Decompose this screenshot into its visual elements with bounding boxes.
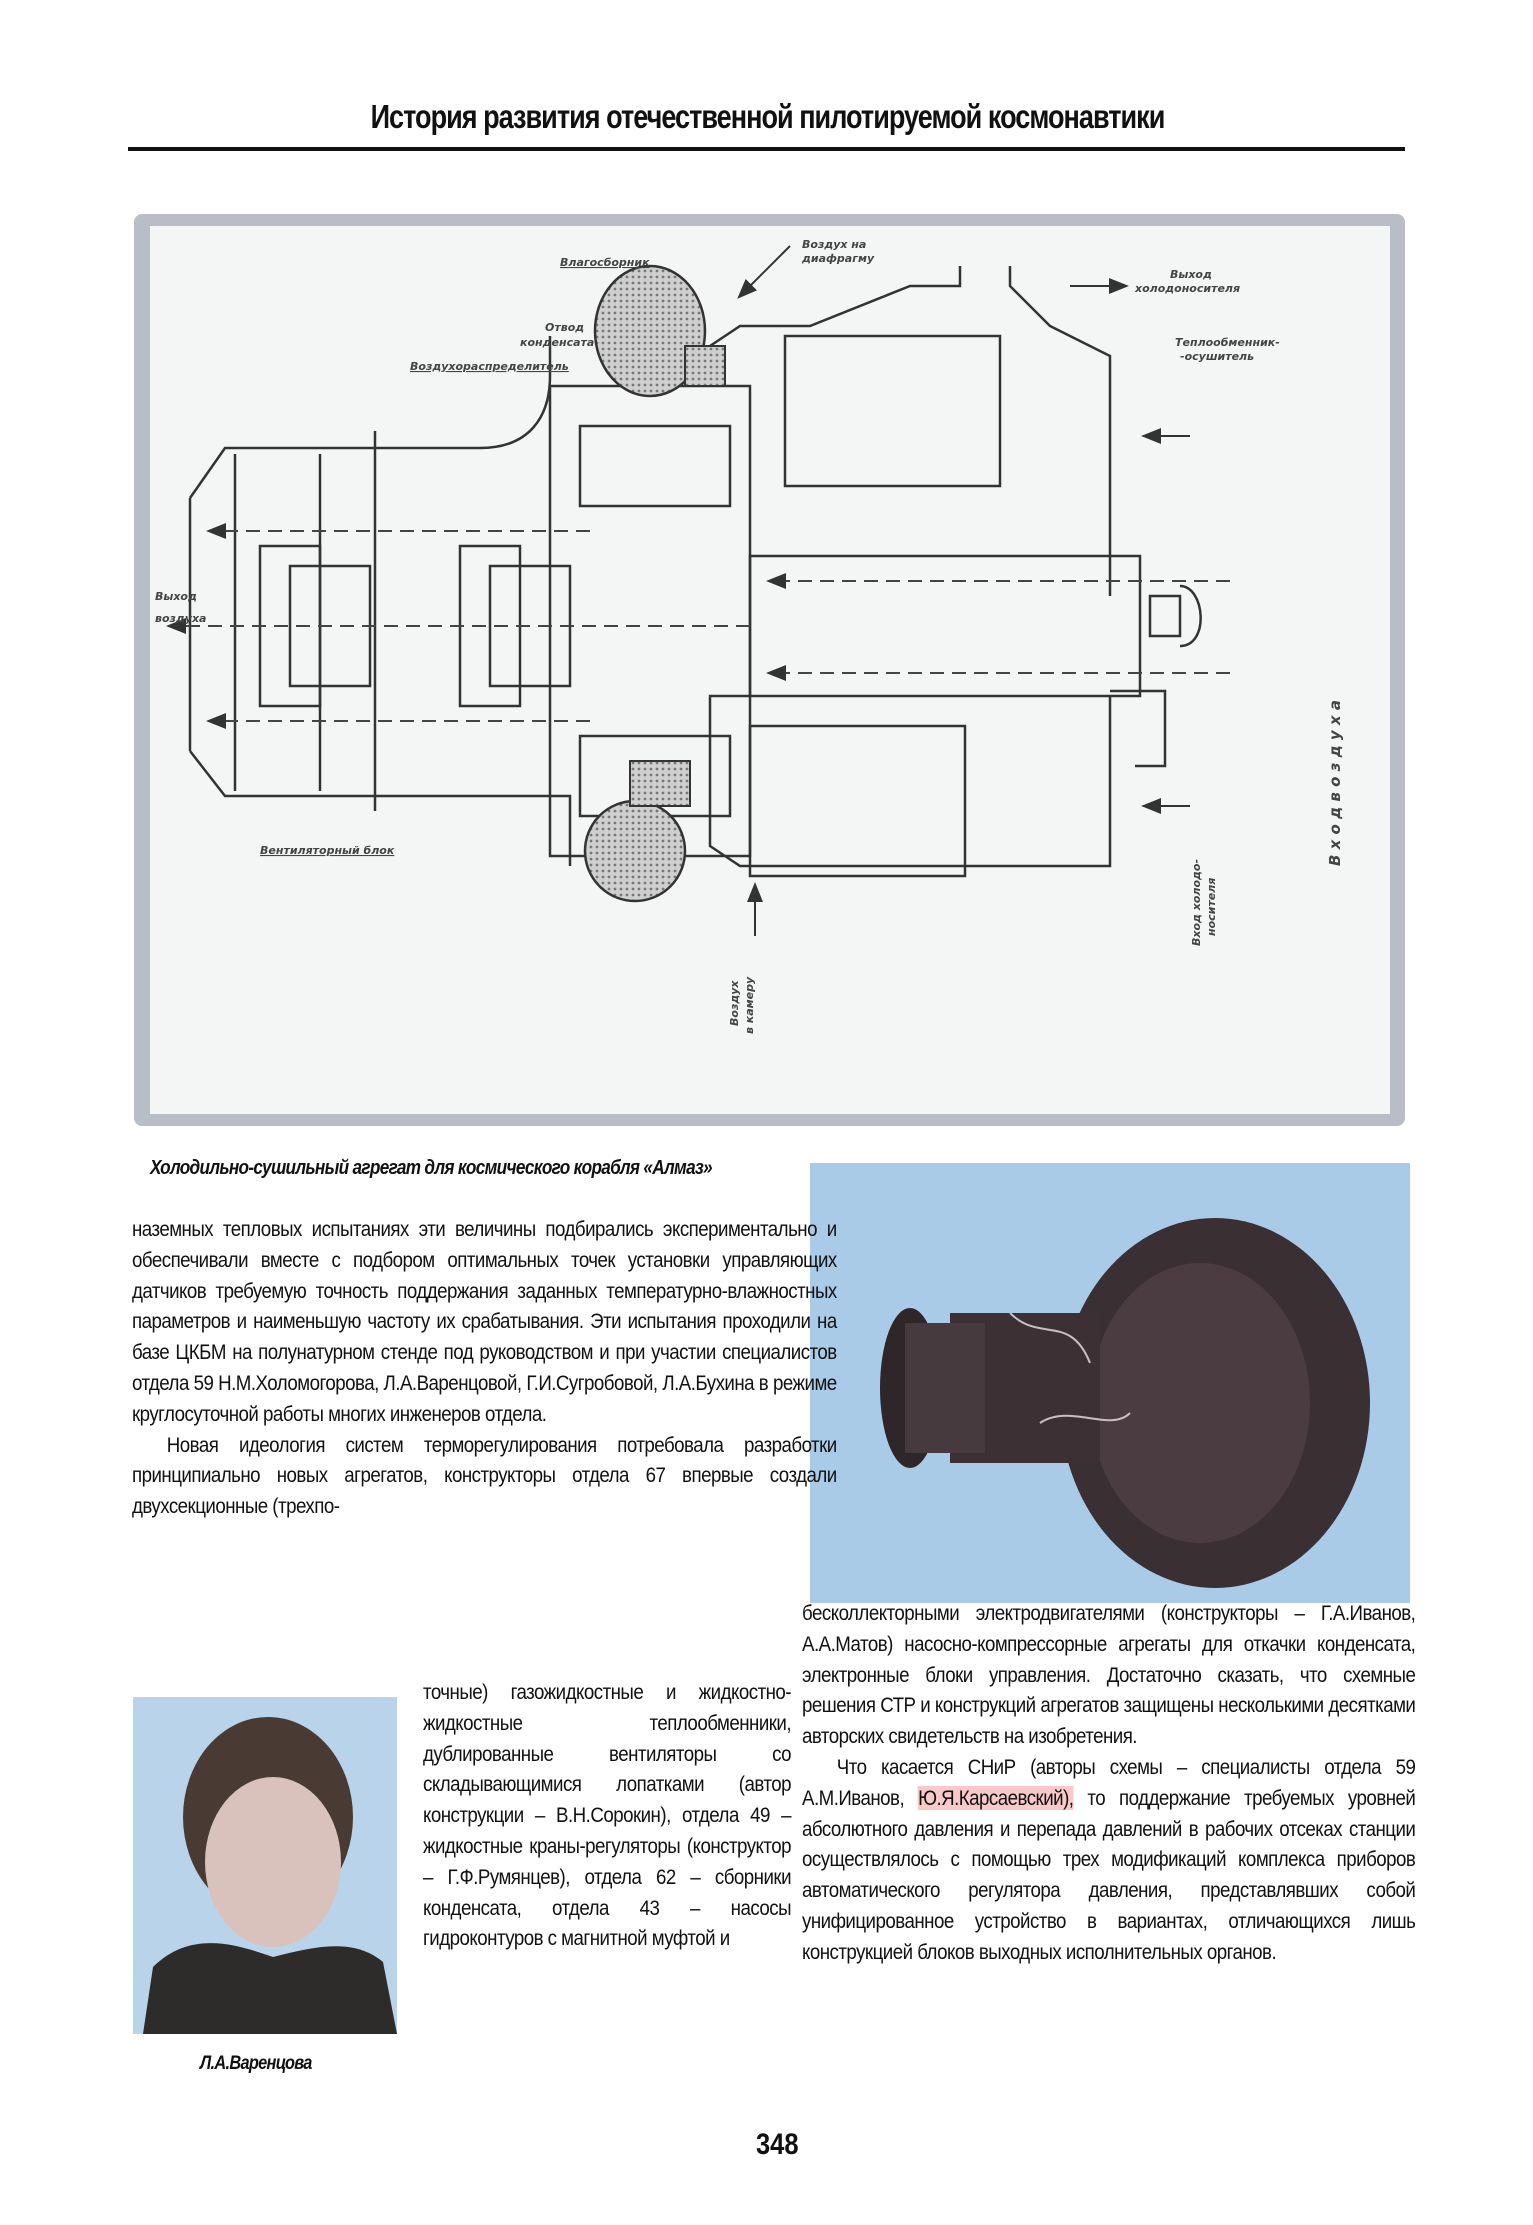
running-title: История развития отечественной пилотируемой космонавтики xyxy=(370,98,1165,135)
left-text-column xyxy=(132,1214,837,1522)
airflow-arrows xyxy=(170,531,1230,721)
header-rule xyxy=(128,147,1405,151)
paragraph: Что касается СНиР (авторы схемы – специалисты отдела 59 А.М.Иванов, Ю.Я.Карсаевский), то поддержание требуемых уровней абсолютного давления и перепада давлений в рабочих отсеках станции осуществлялось с помощью трех модификаций комплекса приборов автоматического регулятора давления, представлявших собой унифицированное устройство в вариантах, отличающихся лишь конструкцией блоков выходных исполнительных органов. xyxy=(802,1754,1416,1964)
technical-diagram xyxy=(150,226,1390,1114)
wrap-text-column xyxy=(423,1677,791,1954)
label-air-to-chamber: Воздух xyxy=(728,980,741,1026)
paragraph: точные) газожидкостные и жидкостно-жидкостные теплообменники, дублированные вентиляторы со складывающимися лопатками (автор конструкции – В.Н.Сорокин), отдела 49 – жидкостные краны-регуляторы (конструктор – Г.Ф.Румянцев), отдела 62 – сборники конденсата, отдела 43 – насосы гидроконтуров с магнитной муфтой и xyxy=(423,1680,792,1951)
unit-photo xyxy=(810,1163,1410,1603)
condensate-pump-shape xyxy=(585,801,685,901)
svg-text:диафрагму: диафрагму xyxy=(802,252,875,265)
label-coolant-outlet: Выход xyxy=(1170,268,1212,281)
svg-text:конденсата: конденсата xyxy=(520,336,595,349)
highlighted-name: Ю.Я.Карсаевский), xyxy=(918,1785,1074,1810)
label-moisture-collector: Влагосборник xyxy=(560,256,650,269)
paragraph: бесколлекторными электродвигателями (конструкторы – Г.А.Иванов, А.А.Матов) насосно-компрессорные агрегаты для откачки конденсата, электронные блоки управления. Достаточно сказать, что схемные решения СТР и конструкций агрегатов защищены несколькими десятками авторских свидетельств на изобретения. xyxy=(802,1601,1416,1749)
svg-text:носителя: носителя xyxy=(1205,877,1218,936)
label-coolant-inlet: Вход холодо- xyxy=(1190,858,1203,946)
diagram-drawing xyxy=(150,226,1390,1114)
portrait-photo xyxy=(133,1697,397,2034)
svg-text:холодоносителя: холодоносителя xyxy=(1135,282,1241,295)
label-air-distributor: Воздухораспределитель xyxy=(410,360,569,373)
label-fan-block: Вентиляторный блок xyxy=(260,844,395,857)
portrait-drawing xyxy=(133,1697,397,2034)
right-text-column xyxy=(802,1598,1514,1968)
label-air-inlet: В х о д в о з д у х а xyxy=(1326,700,1344,866)
page-number: 348 xyxy=(756,2128,799,2161)
paragraph: Новая идеология систем терморегулирования потребовала разработки принципиально новых агрегатов, конструкторы отдела 67 впервые создали двухсекционные (трехпо- xyxy=(132,1432,837,1519)
figure-caption: Холодильно-сушильный агрегат для космического корабля «Алмаз» xyxy=(150,1157,712,1179)
svg-text:-осушитель: -осушитель xyxy=(1180,350,1255,363)
label-condensate-drain: Отвод xyxy=(545,321,585,334)
label-air-outlet: Выход xyxy=(155,590,197,603)
svg-text:воздуха: воздуха xyxy=(155,612,207,625)
unit-photo-drawing xyxy=(810,1163,1410,1603)
svg-text:в камеру: в камеру xyxy=(743,976,756,1034)
label-heat-exchanger: Теплообменник- xyxy=(1175,336,1280,349)
portrait-caption: Л.А.Варенцова xyxy=(200,2053,312,2074)
label-air-to-diaphragm: Воздух на xyxy=(802,238,867,251)
paragraph: наземных тепловых испытаниях эти величины подбирались экспериментально и обеспечивали вместе с подбором оптимальных точек установки управляющих датчиков требуемую точность поддержания заданных температурно-влажностных параметров и наименьшую частоту их срабатывания. Эти испытания проходили на базе ЦКБМ на полунатурном стенде под руководством и при участии специалистов отдела 59 Н.М.Холомогорова, Л.А.Варенцовой, Г.И.Сугробовой, Л.А.Бухина в режиме круглосуточной работы многих инженеров отдела. xyxy=(132,1217,837,1426)
